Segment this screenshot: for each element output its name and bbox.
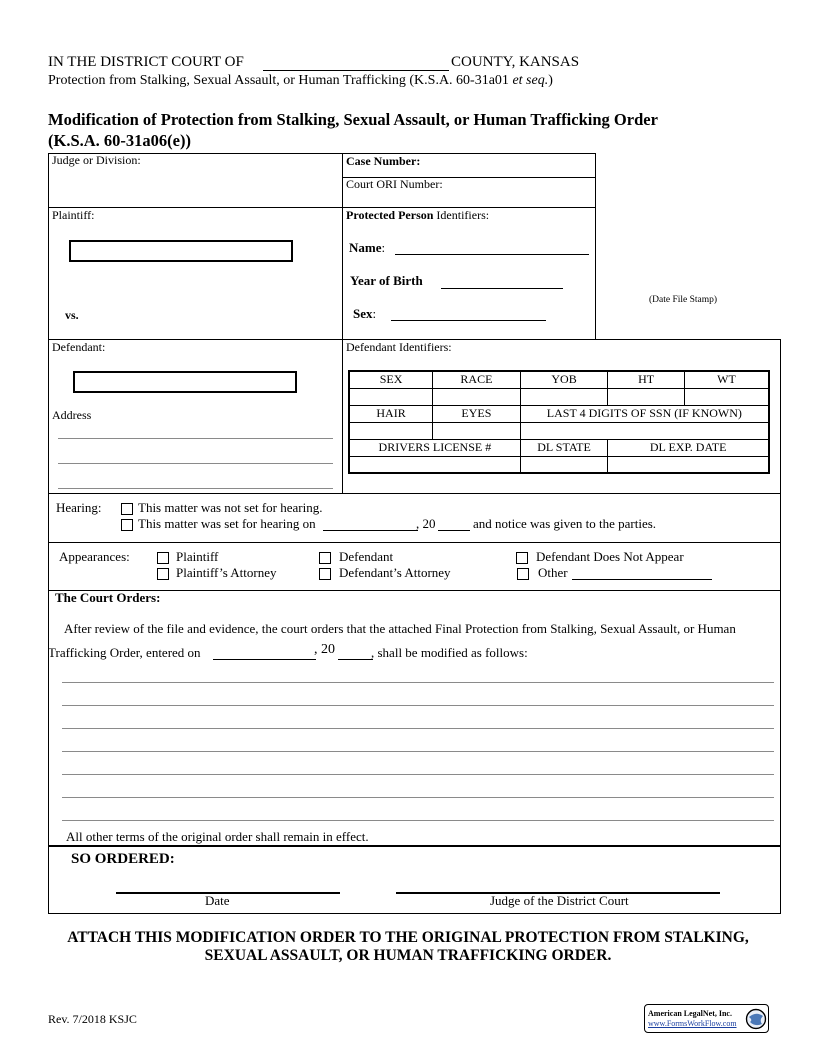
attach-notice-line1: ATTACH THIS MODIFICATION ORDER TO THE ORIGINAL PROTECTION FROM STALKING,	[67, 929, 749, 946]
protected-sex-field[interactable]	[391, 320, 546, 321]
form-border-left	[48, 153, 49, 914]
yob-label: Year of Birth	[350, 273, 423, 288]
orders-text-line1: After review of the file and evidence, the court orders that the attached Final Protection from Stalking, Sexual Assault, or Human	[64, 621, 736, 636]
header-yob: YOB	[520, 371, 608, 388]
sex-label-text: Sex	[353, 306, 373, 321]
drivers-license-cell[interactable]	[349, 456, 520, 473]
appearance-plaintiff-attorney-label: Plaintiff’s Attorney	[176, 565, 277, 580]
defendant-name-input[interactable]	[73, 371, 297, 393]
original-order-date-field[interactable]	[213, 659, 316, 660]
so-ordered: SO ORDERED:	[71, 851, 175, 867]
appearance-plaintiff-label: Plaintiff	[176, 549, 219, 564]
hearing-year-field[interactable]	[438, 530, 470, 531]
logo-url[interactable]: www.FormsWorkFlow.com	[648, 1019, 737, 1028]
header-wt: WT	[684, 371, 769, 388]
protected-person-label-rest: Identifiers:	[433, 208, 490, 222]
header-dl-state: DL STATE	[520, 439, 608, 456]
hearing-not-set-label: This matter was not set for hearing.	[138, 500, 323, 515]
ssn-cell[interactable]	[520, 422, 769, 439]
protected-yob-field[interactable]	[441, 288, 563, 289]
appearance-defendant-label: Defendant	[339, 549, 394, 564]
address-line-2[interactable]	[58, 463, 333, 464]
sex-cell[interactable]	[349, 388, 433, 405]
appearance-defendant-checkbox[interactable]	[319, 552, 331, 564]
identifier-input-row	[349, 456, 769, 473]
defendant-identifiers-table	[348, 370, 770, 474]
hearing-set-checkbox[interactable]	[121, 519, 133, 531]
remain-in-effect: All other terms of the original order shall remain in effect.	[66, 829, 369, 844]
orders-text-line2-suffix: , shall be modified as follows:	[371, 645, 528, 660]
subtitle-close: )	[548, 73, 553, 88]
judge-signature-label: Judge of the District Court	[490, 893, 629, 908]
court-orders-heading: The Court Orders:	[55, 590, 161, 605]
address-line-1[interactable]	[58, 438, 333, 439]
sex-label	[353, 306, 376, 322]
modification-line-4[interactable]	[62, 751, 774, 752]
defendant-label: Defendant:	[52, 340, 106, 354]
defendant-identifiers-label: Defendant Identifiers:	[346, 340, 452, 354]
name-label-text: Name	[349, 240, 382, 255]
modification-line-3[interactable]	[62, 728, 774, 729]
hearing-year-prefix: , 20	[416, 516, 436, 531]
protected-person-label	[346, 208, 489, 223]
plaintiff-name-input[interactable]	[69, 240, 293, 262]
judge-row-divider	[48, 207, 595, 208]
vs-label: vs.	[65, 308, 79, 322]
name-label	[349, 240, 385, 256]
sex-colon: :	[372, 306, 377, 321]
identifier-header-row	[349, 371, 769, 388]
appearance-defendant-not-appear-checkbox[interactable]	[516, 552, 528, 564]
hair-cell[interactable]	[349, 422, 433, 439]
hearing-row-divider	[48, 542, 781, 543]
appearance-other-field[interactable]	[572, 579, 712, 580]
name-colon: :	[381, 240, 386, 255]
dl-state-cell[interactable]	[520, 456, 608, 473]
yob-cell[interactable]	[520, 388, 608, 405]
form-title-statute: (K.S.A. 60-31a06(e))	[48, 131, 191, 150]
protected-name-field[interactable]	[395, 254, 589, 255]
identifier-header-row	[349, 405, 769, 422]
address-label: Address	[52, 408, 92, 422]
header-drivers-license: DRIVERS LICENSE #	[349, 439, 520, 456]
identifier-input-row	[349, 422, 769, 439]
hearing-set-suffix: and notice was given to the parties.	[473, 516, 657, 531]
header-dl-exp: DL EXP. DATE	[608, 439, 769, 456]
attach-notice-line2: SEXUAL ASSAULT, OR HUMAN TRAFFICKING ORDER.	[204, 947, 612, 964]
appearance-plaintiff-attorney-checkbox[interactable]	[157, 568, 169, 580]
revision-label: Rev. 7/2018 KSJC	[48, 1012, 137, 1026]
court-ori-label: Court ORI Number:	[346, 177, 443, 191]
case-number-label: Case Number:	[346, 154, 421, 168]
plaintiff-label: Plaintiff:	[52, 208, 95, 222]
appearance-other-label: Other	[538, 565, 568, 580]
form-border-right	[780, 339, 781, 914]
appearance-defendant-attorney-label: Defendant’s Attorney	[339, 565, 451, 580]
orders-row-divider	[48, 845, 781, 847]
eyes-cell[interactable]	[433, 422, 521, 439]
court-suffix: COUNTY, KANSAS	[451, 54, 580, 70]
appearance-plaintiff-checkbox[interactable]	[157, 552, 169, 564]
modification-line-1[interactable]	[62, 682, 774, 683]
caption-border-right-top	[595, 153, 596, 339]
judge-label: Judge or Division:	[52, 153, 141, 167]
publisher-logo	[644, 1004, 769, 1033]
header-hair: HAIR	[349, 405, 433, 422]
hearing-label: Hearing:	[56, 500, 102, 515]
court-prefix: IN THE DISTRICT COURT OF	[48, 54, 244, 70]
dl-exp-cell[interactable]	[608, 456, 769, 473]
modification-line-5[interactable]	[62, 774, 774, 775]
modification-line-6[interactable]	[62, 797, 774, 798]
appearances-label: Appearances:	[59, 549, 130, 564]
subtitle	[48, 73, 553, 89]
modification-line-7[interactable]	[62, 820, 774, 821]
hearing-set-label: This matter was set for hearing on	[138, 516, 316, 531]
header-sex: SEX	[349, 371, 433, 388]
identifier-header-row	[349, 439, 769, 456]
address-line-3[interactable]	[58, 488, 333, 489]
date-signature-label: Date	[205, 893, 230, 908]
header-ssn: LAST 4 DIGITS OF SSN (IF KNOWN)	[520, 405, 769, 422]
ht-cell[interactable]	[608, 388, 685, 405]
defendant-row-divider	[48, 493, 781, 494]
identifier-input-row	[349, 388, 769, 405]
appearance-defendant-attorney-checkbox[interactable]	[319, 568, 331, 580]
race-cell[interactable]	[433, 388, 521, 405]
header-race: RACE	[433, 371, 521, 388]
hearing-not-set-checkbox[interactable]	[121, 503, 133, 515]
appearance-other-checkbox[interactable]	[517, 568, 529, 580]
protected-person-label-bold: Protected Person	[346, 208, 434, 222]
logo-company: American LegalNet, Inc.	[648, 1009, 732, 1018]
court-heading	[48, 54, 244, 71]
globe-icon	[745, 1008, 767, 1030]
form-border-bottom	[48, 913, 781, 914]
hearing-date-field[interactable]	[323, 530, 418, 531]
county-field[interactable]	[263, 70, 449, 71]
wt-cell[interactable]	[684, 388, 769, 405]
appearance-defendant-not-appear-label: Defendant Does Not Appear	[536, 549, 684, 564]
header-eyes: EYES	[433, 405, 521, 422]
header-ht: HT	[608, 371, 685, 388]
orders-year-prefix: , 20	[314, 642, 335, 657]
modification-line-2[interactable]	[62, 705, 774, 706]
date-file-stamp: (Date File Stamp)	[649, 295, 718, 305]
subtitle-italic: et seq.	[512, 73, 549, 88]
orders-text-line2-prefix: Trafficking Order, entered on	[48, 645, 201, 660]
form-title: Modification of Protection from Stalking, Sexual Assault, or Human Trafficking Order	[48, 110, 658, 129]
original-order-year-field[interactable]	[338, 659, 373, 660]
caption-divider	[342, 153, 343, 493]
subtitle-text: Protection from Stalking, Sexual Assault, or Human Trafficking (K.S.A. 60-31a01	[48, 73, 509, 88]
